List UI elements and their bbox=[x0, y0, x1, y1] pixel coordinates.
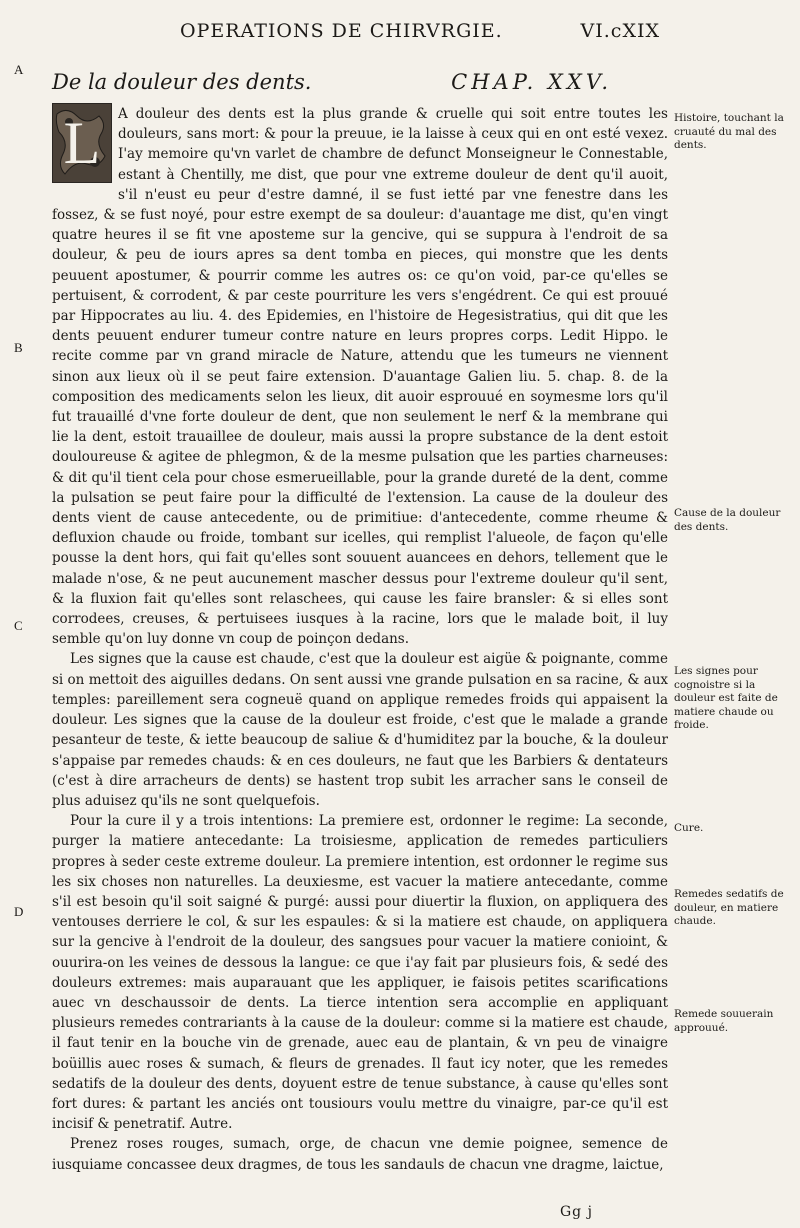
chapter-title: De la douleur des dents. bbox=[52, 70, 312, 94]
paragraph-1 bbox=[52, 104, 668, 649]
chapter-number: CHAP. XXV. bbox=[451, 70, 612, 94]
paragraph-1-text: A douleur des dents est la plus grande & cruelle qui soit entre toutes les douleurs, sans mort: & pour la preuue, ie la laisse à ceux qui en ont esté vexez. I'ay memoire qu'vn varlet de chambre de defunct Monseigneur le Connestable, estant à Chentilly, me dist, que pour vne extreme douleur de dent qu'il auoit, s'il n'eust eu peur d'estre damné, il se fust ietté par vne fenestre dans les fossez, & se fust noyé, pour estre exempt de sa douleur: d'auantage me dist, qu'en vingt quatre heures il se fit vne aposteme sur la gencive, qui se suppura à l'endroit de sa douleur, & peu de iours apres sa dent tomba en pieces, qui monstre que les dents peuuent apostumer, & pourrir comme les autres os: ce qu'on void, par-ce qu'elles se pertuisent, & corrodent, & par ceste pourriture les vers s'engédrent. Ce qui est prouué par Hippocrates au liu. 4. des Epidemies, en l'histoire de Hegesistratius, qui dit que les dents peuuent endurer tumeur contre nature en leurs propres corps. Ledit Hippo. le recite comme par vn grand miracle de Nature, attendu que les tumeurs ne viennent sinon aux lieux où il se peut faire extension. D'auantage Galien liu. 5. chap. 8. de la composition des medicaments selon les lieux, dit auoir esprouué en soymesme lors qu'il fut trauaillé d'vne forte douleur de dent, que non seulement le nerf & la membrane qui lie la dent, estoit trauaillee de douleur, mais aussi la propre substance de la dent estoit douloureuse & agitee de phlegmon, & de la mesme pulsation que les parties charneuses: & dit qu'il tient cela pour chose esmerueillable, pour la grande dureté de la dent, comme la pulsation se peut faire pour la difficulté de l'extension. La cause de la douleur des dents vient de cause antecedente, ou de primitiue: d'antecedente, comme rheume & defluxion chaude ou froide, tombant sur icelles, qui remplist l'alueole, de façon qu'elle pousse la dent hors, qui fait qu'elles sont souuent auancees en dehors, tellement que le malade n'ose, & ne peut aucunement mascher dessus pour l'extreme douleur qu'il sent, & la fluxion fait qu'elles sont relaschees, qui cause les faire bransler: & si elles sont corrodees, creuses, & pertuisees iusques à la racine, lors que le malade boit, il luy semble qu'on luy donne vn coup de poinçon dedans. bbox=[52, 106, 668, 648]
margin-note-histoire: Histoire, touchant la cruauté du mal des dents. bbox=[674, 112, 784, 151]
drop-cap-letter: L bbox=[63, 110, 101, 176]
margin-note-signes: Les signes pour cognoistre si la douleur est faite de matiere chaude ou froide. bbox=[674, 665, 778, 731]
running-title: OPERATIONS DE CHIRVRGIE. bbox=[180, 20, 503, 42]
page-header bbox=[180, 20, 660, 46]
section-letter-c: C bbox=[14, 618, 23, 633]
paragraph-2: Les signes que la cause est chaude, c'est que la douleur est aigüe & poignante, comme si on mettoit des aiguilles dedans. On sent aussi vne grande pulsation en sa racine, & aux temples: pareillement sera cogneuë quand on applique remedes froids qui appaisent la douleur. Les signes que la cause de la douleur est froide, c'est que le malade a grande pesanteur de teste, & iette beaucoup de saliue & d'humiditez par la bouche, & la douleur s'appaise par remedes chauds: & en ces douleurs, ne faut que les Barbiers & dentateurs (c'est à dire arracheurs de dents) se hastent trop subit les arracher sans le conseil de plus aduisez qu'ils ne sont quelquefois. bbox=[52, 651, 668, 809]
paragraph-4: Prenez roses rouges, sumach, orge, de chacun vne demie poignee, semence de iusquiame concassee deux dragmes, de tous les sandauls de chacun vne dragme, laictue, bbox=[52, 1136, 668, 1173]
chapter-heading bbox=[52, 70, 612, 100]
margin-note-cause: Cause de la douleur des dents. bbox=[674, 507, 781, 533]
signature-mark: Gg j bbox=[560, 1204, 593, 1220]
folio-number: VI.cXIX bbox=[580, 20, 660, 42]
paragraph-3: Pour la cure il y a trois intentions: La premiere est, ordonner le regime: La seconde, purger la matiere antecedante: La troisiesme, application de remedes particuliers propres à seder ceste extreme douleur. La premiere intention, est ordonner le regime sus les six choses non naturelles. La deuxiesme, est vacuer la matiere antecedante, comme s'il est besoin qu'il soit saigné & purgé: aussi pour diuertir la fluxion, on appliquera des ventouses derriere le col, & sur les espaules: & si la matiere est chaude, on appliquera sur la gencive à l'endroit de la douleur, des sangsues pour vacuer la matiere conioint, & ouurira-on les veines de dessous la langue: ce que i'ay fait par plusieurs fois, & sedé des douleurs extremes: mais auparauant que les appliquer, ie faisois petites scarifications auec vn deschaussoir de dents. La tierce intention sera accomplie en appliquant plusieurs remedes contrariants à la cause de la douleur: comme si la matiere est chaude, il faut tenir en la bouche vin de grenade, auec eau de plantain, & vn peu de vinaigre boüillis auec roses & sumach, & fleurs de grenades. Il faut icy noter, que les remedes sedatifs de la douleur des dents, doyuent estre de tenue substance, à cause qu'elles sont fort dures: & partant les anciés ont tousiours voulu mettre du vinaigre, par-ce qu'il est incisif & penetratif. Autre. bbox=[52, 813, 668, 1133]
section-letter-d: D bbox=[14, 904, 24, 919]
margin-note-remede-souuerain: Remede souuerain approuué. bbox=[674, 1008, 774, 1034]
body-text bbox=[52, 104, 668, 1175]
margin-note-cure: Cure. bbox=[674, 822, 704, 834]
margin-note-remedes: Remedes sedatifs de douleur, en matiere chaude. bbox=[674, 888, 784, 927]
section-letter-b: B bbox=[14, 340, 23, 355]
section-letter-a: A bbox=[14, 62, 24, 77]
